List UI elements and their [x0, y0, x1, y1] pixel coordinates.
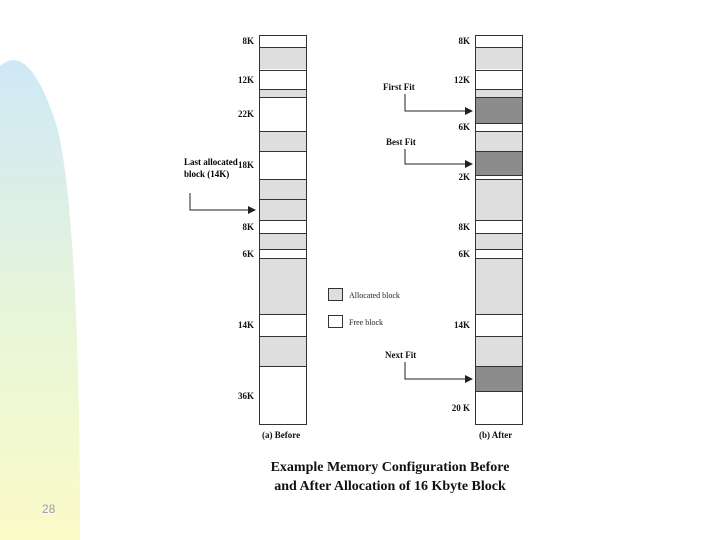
block-size-label: 6K	[458, 248, 470, 259]
best-fit-arrow	[405, 149, 472, 164]
legend-allocated-label: Allocated block	[349, 291, 400, 300]
block-size-label: 14K	[237, 320, 254, 330]
block-size-label: 8K	[458, 36, 470, 46]
legend-free-swatch	[328, 315, 343, 328]
before-title: (a) Before	[262, 430, 301, 440]
after-title: (b) After	[479, 430, 513, 440]
block-size-label: 12K	[453, 74, 470, 85]
block-size-label: 8K	[458, 221, 470, 232]
first-fit-arrow	[405, 94, 472, 111]
block-size-label: 18K	[237, 160, 254, 170]
block-size-label: 20 K	[451, 403, 470, 413]
block-size-label: 2K	[458, 172, 470, 182]
block-size-label: 8K	[242, 221, 254, 232]
figure-caption	[240, 458, 540, 496]
legend-allocated-swatch	[328, 288, 343, 301]
block-size-label: 12K	[237, 74, 254, 85]
next-fit-arrow	[405, 362, 472, 379]
legend-free-label: Free block	[349, 318, 383, 327]
block-size-label: 8K	[242, 36, 254, 46]
block-size-label: 6K	[458, 122, 470, 132]
last-allocated-text: Last allocated block (14K)	[184, 157, 238, 179]
block-size-label: 36K	[237, 390, 254, 401]
block-size-label: 14K	[453, 320, 470, 330]
caption-line-1: Example Memory Configuration Before	[270, 460, 510, 475]
next-fit-label: Next Fit	[385, 350, 417, 360]
last-allocated-arrow	[190, 193, 255, 210]
block-size-label: 6K	[242, 248, 254, 259]
block-size-label: 22K	[237, 109, 254, 119]
slide-number: 28	[42, 502, 56, 516]
first-fit-label: First Fit	[383, 82, 415, 92]
best-fit-label: Best Fit	[386, 137, 416, 147]
caption-line-2: and After Allocation of 16 Kbyte Block	[274, 479, 506, 494]
